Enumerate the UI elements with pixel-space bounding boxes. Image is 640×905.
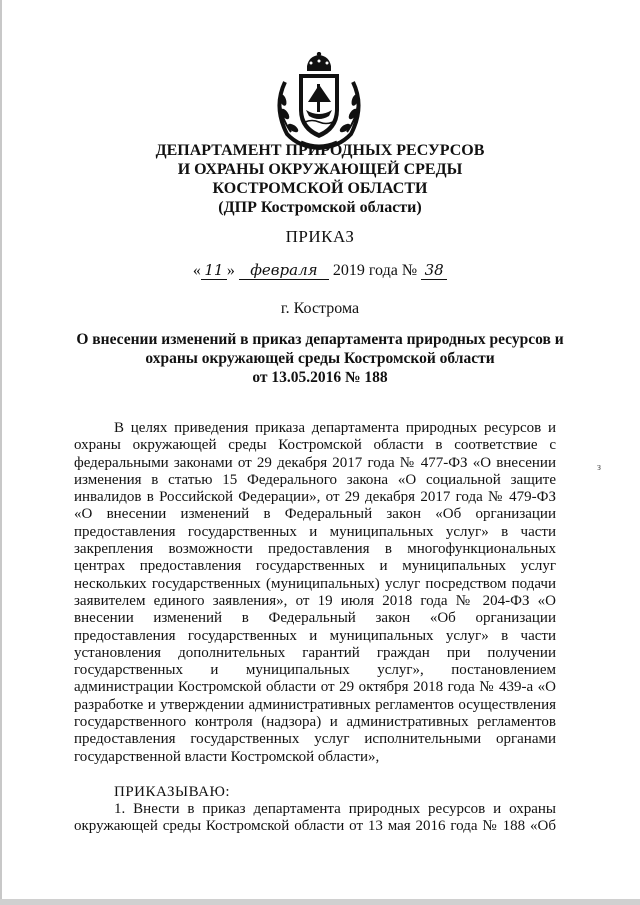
body-line: предоставления государственных и муниципальных услуг» в части bbox=[74, 523, 556, 540]
margin-mark: з bbox=[597, 462, 601, 473]
body-line: внесении изменений в Федеральный закон «Об организации bbox=[74, 610, 556, 627]
item-line: окружающей среды Костромской области от 13 мая 2016 года № 188 «Об bbox=[74, 818, 556, 835]
subject-line-3: от 13.05.2016 № 188 bbox=[252, 369, 388, 386]
dept-line-2: И ОХРАНЫ ОКРУЖАЮЩЕЙ СРЕДЫ bbox=[177, 161, 463, 178]
order-item-1 bbox=[74, 801, 556, 836]
body-line: установления дополнительных гарантий граждан при получении bbox=[74, 644, 556, 661]
dept-line-4: (ДПР Костромской области) bbox=[218, 199, 422, 216]
body-line: государственной власти Костромской области», bbox=[74, 748, 380, 765]
body-line: нескольких государственных (муниципальных) услуг посредством подачи bbox=[74, 575, 556, 592]
preamble-paragraph bbox=[74, 420, 556, 766]
prikazyvayu-heading: ПРИКАЗЫВАЮ: bbox=[114, 784, 231, 800]
order-title: ПРИКАЗ bbox=[285, 227, 355, 246]
quote-open: « bbox=[192, 262, 201, 279]
body-line: заявителем единого заявления», от 19 июля 2018 года № 204-ФЗ «О bbox=[74, 592, 556, 609]
body-line: предоставления государственных и муниципальных услуг» в части bbox=[74, 627, 556, 644]
body-line: разработке и утверждении административных регламентов осуществления bbox=[74, 696, 556, 713]
body-line: администрации Костромской области от 29 октября 2018 года № 439-а «О bbox=[74, 679, 556, 696]
body-line: государственных и муниципальных услуг», постановлением bbox=[74, 662, 556, 679]
body-line: предоставления государственных услуг исполнительными органами bbox=[74, 731, 556, 748]
order-year-text: 2019 года № bbox=[332, 262, 418, 279]
subject-line-1: О внесении изменений в приказ департамента природных ресурсов и bbox=[76, 331, 564, 348]
scan-left-edge bbox=[0, 0, 2, 905]
order-number: 38 bbox=[421, 262, 447, 280]
scan-bottom-edge bbox=[0, 899, 640, 905]
subject-line-2: охраны окружающей среды Костромской области bbox=[145, 350, 495, 367]
body-line: охраны окружающей среды Костромской области в соответствие с bbox=[74, 437, 556, 454]
body-line: закрепления возможности предоставления в многофункциональных bbox=[74, 541, 556, 558]
order-day: 11 bbox=[201, 262, 227, 280]
order-date-number bbox=[0, 262, 640, 280]
item-line: 1. Внести в приказ департамента природных ресурсов и охраны bbox=[114, 801, 556, 817]
body-line: инвалидов в Российской Федерации», от 29 декабря 2017 года № 479-ФЗ bbox=[74, 489, 556, 506]
dept-line-1: ДЕПАРТАМЕНТ ПРИРОДНЫХ РЕСУРСОВ bbox=[155, 142, 485, 159]
dept-line-3: КОСТРОМСКОЙ ОБЛАСТИ bbox=[212, 180, 428, 197]
department-header bbox=[60, 141, 580, 217]
body-line: «О внесении изменений в Федеральный закон «Об организации bbox=[74, 506, 556, 523]
body-line: федеральными законами от 29 декабря 2017 года № 477-ФЗ «О внесении bbox=[74, 454, 556, 471]
body-line: государственного контроля (надзора) и административных регламентов bbox=[74, 714, 556, 731]
body-line: изменения в статью 15 Федерального закона «О социальной защите bbox=[74, 471, 556, 488]
quote-close: » bbox=[226, 262, 235, 279]
order-city: г. Кострома bbox=[280, 300, 360, 317]
body-line: В целях приведения приказа департамента природных ресурсов и bbox=[114, 420, 556, 436]
body-line: центрах предоставления государственных и муниципальных услуг bbox=[74, 558, 556, 575]
coat-of-arms-icon bbox=[271, 52, 367, 150]
order-subject bbox=[60, 330, 580, 387]
order-month: февраля bbox=[239, 262, 329, 280]
